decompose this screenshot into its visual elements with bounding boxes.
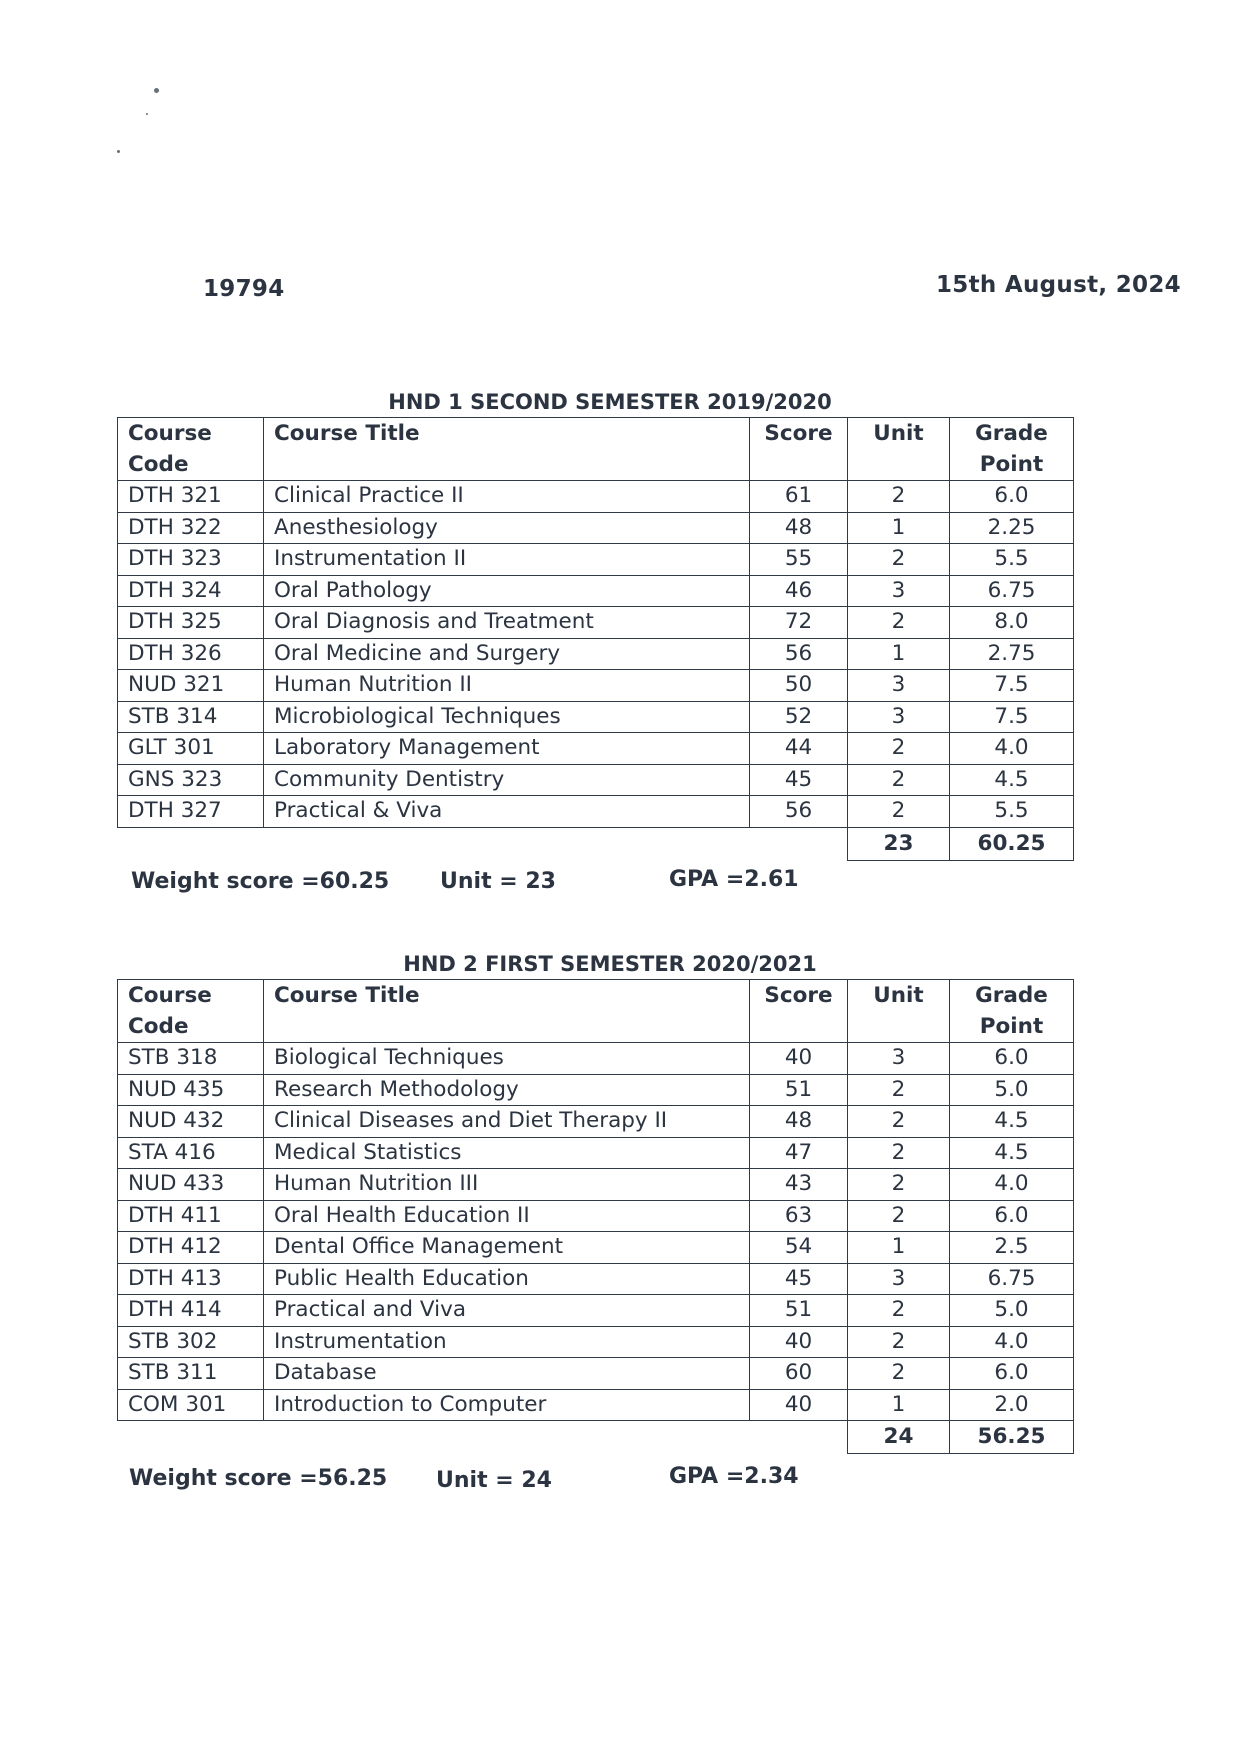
course-unit: 1 bbox=[848, 1389, 950, 1421]
course-title: Oral Health Education II bbox=[264, 1200, 750, 1232]
course-title: Instrumentation II bbox=[264, 544, 750, 576]
course-unit: 2 bbox=[848, 733, 950, 765]
course-score: 45 bbox=[750, 1263, 848, 1295]
course-code: STB 302 bbox=[118, 1326, 264, 1358]
course-code: DTH 322 bbox=[118, 512, 264, 544]
course-grade-point: 2.5 bbox=[950, 1232, 1074, 1264]
course-code: DTH 327 bbox=[118, 796, 264, 828]
course-title: Dental Office Management bbox=[264, 1232, 750, 1264]
course-unit: 3 bbox=[848, 1263, 950, 1295]
course-unit: 3 bbox=[848, 670, 950, 702]
course-score: 61 bbox=[750, 481, 848, 513]
course-grade-point: 2.25 bbox=[950, 512, 1074, 544]
total-unit: 23 bbox=[848, 827, 950, 860]
course-code: DTH 325 bbox=[118, 607, 264, 639]
course-code: GLT 301 bbox=[118, 733, 264, 765]
course-grade-point: 4.0 bbox=[950, 1169, 1074, 1201]
gpa-summary: GPA =2.34 bbox=[669, 1464, 799, 1489]
course-score: 47 bbox=[750, 1137, 848, 1169]
course-score: 51 bbox=[750, 1295, 848, 1327]
course-unit: 1 bbox=[848, 638, 950, 670]
course-title: Oral Pathology bbox=[264, 575, 750, 607]
course-grade-point: 6.0 bbox=[950, 1358, 1074, 1390]
scan-speck bbox=[117, 150, 120, 153]
course-title: Practical and Viva bbox=[264, 1295, 750, 1327]
table-row bbox=[118, 1263, 1074, 1295]
course-unit: 2 bbox=[848, 481, 950, 513]
course-title: Instrumentation bbox=[264, 1326, 750, 1358]
course-code: NUD 321 bbox=[118, 670, 264, 702]
semester-title: HND 1 SECOND SEMESTER 2019/2020 bbox=[388, 390, 832, 414]
course-score: 40 bbox=[750, 1326, 848, 1358]
course-code: STA 416 bbox=[118, 1137, 264, 1169]
course-title: Laboratory Management bbox=[264, 733, 750, 765]
table-row bbox=[118, 1295, 1074, 1327]
table-row bbox=[118, 481, 1074, 513]
course-unit: 3 bbox=[848, 575, 950, 607]
course-code: NUD 435 bbox=[118, 1074, 264, 1106]
course-title: Introduction to Computer bbox=[264, 1389, 750, 1421]
course-unit: 2 bbox=[848, 764, 950, 796]
course-grade-point: 5.0 bbox=[950, 1295, 1074, 1327]
course-score: 43 bbox=[750, 1169, 848, 1201]
column-header-title: Course Title bbox=[264, 418, 750, 481]
document-date: 15th August, 2024 bbox=[936, 272, 1181, 298]
course-code: DTH 411 bbox=[118, 1200, 264, 1232]
course-grade-point: 4.5 bbox=[950, 1106, 1074, 1138]
course-code: DTH 413 bbox=[118, 1263, 264, 1295]
course-score: 56 bbox=[750, 796, 848, 828]
course-grade-point: 5.5 bbox=[950, 544, 1074, 576]
column-header-grade-point: Grade Point bbox=[950, 980, 1074, 1043]
table-row bbox=[118, 1043, 1074, 1075]
course-grade-point: 5.0 bbox=[950, 1074, 1074, 1106]
course-code: COM 301 bbox=[118, 1389, 264, 1421]
table-row bbox=[118, 1169, 1074, 1201]
course-score: 50 bbox=[750, 670, 848, 702]
table-row bbox=[118, 1137, 1074, 1169]
column-header-code: Course Code bbox=[118, 980, 264, 1043]
table-header-row bbox=[118, 980, 1074, 1043]
course-score: 40 bbox=[750, 1043, 848, 1075]
course-grade-point: 6.75 bbox=[950, 575, 1074, 607]
course-code: DTH 412 bbox=[118, 1232, 264, 1264]
course-score: 46 bbox=[750, 575, 848, 607]
course-code: STB 311 bbox=[118, 1358, 264, 1390]
course-score: 44 bbox=[750, 733, 848, 765]
total-row bbox=[118, 827, 1074, 860]
course-score: 63 bbox=[750, 1200, 848, 1232]
course-score: 52 bbox=[750, 701, 848, 733]
course-grade-point: 8.0 bbox=[950, 607, 1074, 639]
course-score: 55 bbox=[750, 544, 848, 576]
course-grade-point: 6.0 bbox=[950, 1200, 1074, 1232]
table-row bbox=[118, 544, 1074, 576]
column-header-unit: Unit bbox=[848, 980, 950, 1043]
course-code: GNS 323 bbox=[118, 764, 264, 796]
table-row bbox=[118, 1106, 1074, 1138]
course-code: DTH 326 bbox=[118, 638, 264, 670]
course-code: STB 314 bbox=[118, 701, 264, 733]
course-unit: 2 bbox=[848, 1169, 950, 1201]
total-grade-point: 56.25 bbox=[950, 1421, 1074, 1454]
course-score: 72 bbox=[750, 607, 848, 639]
course-code: NUD 433 bbox=[118, 1169, 264, 1201]
course-unit: 2 bbox=[848, 796, 950, 828]
table-row bbox=[118, 1389, 1074, 1421]
results-table bbox=[117, 417, 1074, 861]
course-score: 48 bbox=[750, 512, 848, 544]
course-unit: 2 bbox=[848, 1295, 950, 1327]
course-title: Database bbox=[264, 1358, 750, 1390]
course-title: Medical Statistics bbox=[264, 1137, 750, 1169]
course-title: Community Dentistry bbox=[264, 764, 750, 796]
scan-speck bbox=[146, 113, 148, 115]
course-title: Public Health Education bbox=[264, 1263, 750, 1295]
table-body bbox=[118, 1043, 1074, 1421]
total-row bbox=[118, 1421, 1074, 1454]
table-row bbox=[118, 733, 1074, 765]
table-row bbox=[118, 1200, 1074, 1232]
course-title: Microbiological Techniques bbox=[264, 701, 750, 733]
table-row bbox=[118, 701, 1074, 733]
table-header-row bbox=[118, 418, 1074, 481]
course-grade-point: 4.0 bbox=[950, 733, 1074, 765]
course-title: Practical & Viva bbox=[264, 796, 750, 828]
course-score: 40 bbox=[750, 1389, 848, 1421]
course-code: STB 318 bbox=[118, 1043, 264, 1075]
table-row bbox=[118, 638, 1074, 670]
column-header-title: Course Title bbox=[264, 980, 750, 1043]
semester-title: HND 2 FIRST SEMESTER 2020/2021 bbox=[403, 952, 817, 976]
table-row bbox=[118, 670, 1074, 702]
total-grade-point: 60.25 bbox=[950, 827, 1074, 860]
course-code: NUD 432 bbox=[118, 1106, 264, 1138]
table-row bbox=[118, 1074, 1074, 1106]
course-grade-point: 2.75 bbox=[950, 638, 1074, 670]
reference-number: 19794 bbox=[203, 276, 285, 302]
table-body bbox=[118, 481, 1074, 828]
course-grade-point: 7.5 bbox=[950, 670, 1074, 702]
column-header-unit: Unit bbox=[848, 418, 950, 481]
course-code: DTH 321 bbox=[118, 481, 264, 513]
course-grade-point: 7.5 bbox=[950, 701, 1074, 733]
course-grade-point: 6.0 bbox=[950, 1043, 1074, 1075]
table-row bbox=[118, 512, 1074, 544]
course-unit: 2 bbox=[848, 1106, 950, 1138]
course-unit: 2 bbox=[848, 1200, 950, 1232]
unit-summary: Unit = 23 bbox=[440, 869, 556, 894]
course-title: Oral Diagnosis and Treatment bbox=[264, 607, 750, 639]
table-row bbox=[118, 1326, 1074, 1358]
course-score: 54 bbox=[750, 1232, 848, 1264]
course-grade-point: 4.0 bbox=[950, 1326, 1074, 1358]
gpa-summary: GPA =2.61 bbox=[669, 867, 799, 892]
course-unit: 2 bbox=[848, 607, 950, 639]
course-grade-point: 6.0 bbox=[950, 481, 1074, 513]
scan-speck bbox=[154, 88, 159, 93]
course-code: DTH 414 bbox=[118, 1295, 264, 1327]
table-row bbox=[118, 764, 1074, 796]
course-grade-point: 4.5 bbox=[950, 764, 1074, 796]
table-row bbox=[118, 575, 1074, 607]
column-header-score: Score bbox=[750, 980, 848, 1043]
semester-section bbox=[117, 950, 1073, 1454]
table-row bbox=[118, 1358, 1074, 1390]
course-unit: 1 bbox=[848, 512, 950, 544]
column-header-code: Course Code bbox=[118, 418, 264, 481]
course-title: Research Methodology bbox=[264, 1074, 750, 1106]
course-unit: 2 bbox=[848, 1074, 950, 1106]
weight-score: Weight score =56.25 bbox=[129, 1466, 388, 1491]
unit-summary: Unit = 24 bbox=[436, 1468, 552, 1493]
course-unit: 3 bbox=[848, 701, 950, 733]
course-title: Clinical Practice II bbox=[264, 481, 750, 513]
course-score: 48 bbox=[750, 1106, 848, 1138]
course-grade-point: 4.5 bbox=[950, 1137, 1074, 1169]
course-title: Oral Medicine and Surgery bbox=[264, 638, 750, 670]
column-header-grade-point: Grade Point bbox=[950, 418, 1074, 481]
table-row bbox=[118, 1232, 1074, 1264]
course-unit: 2 bbox=[848, 1326, 950, 1358]
results-table bbox=[117, 979, 1074, 1454]
total-unit: 24 bbox=[848, 1421, 950, 1454]
weight-score: Weight score =60.25 bbox=[131, 869, 390, 894]
course-grade-point: 2.0 bbox=[950, 1389, 1074, 1421]
course-title: Biological Techniques bbox=[264, 1043, 750, 1075]
course-unit: 2 bbox=[848, 1137, 950, 1169]
course-title: Human Nutrition II bbox=[264, 670, 750, 702]
course-score: 60 bbox=[750, 1358, 848, 1390]
course-title: Clinical Diseases and Diet Therapy II bbox=[264, 1106, 750, 1138]
semester-section bbox=[117, 388, 1073, 861]
course-unit: 3 bbox=[848, 1043, 950, 1075]
course-unit: 2 bbox=[848, 1358, 950, 1390]
course-code: DTH 323 bbox=[118, 544, 264, 576]
course-unit: 1 bbox=[848, 1232, 950, 1264]
course-code: DTH 324 bbox=[118, 575, 264, 607]
course-score: 56 bbox=[750, 638, 848, 670]
course-title: Human Nutrition III bbox=[264, 1169, 750, 1201]
course-score: 51 bbox=[750, 1074, 848, 1106]
course-grade-point: 5.5 bbox=[950, 796, 1074, 828]
table-row bbox=[118, 607, 1074, 639]
table-row bbox=[118, 796, 1074, 828]
course-grade-point: 6.75 bbox=[950, 1263, 1074, 1295]
course-unit: 2 bbox=[848, 544, 950, 576]
column-header-score: Score bbox=[750, 418, 848, 481]
course-score: 45 bbox=[750, 764, 848, 796]
course-title: Anesthesiology bbox=[264, 512, 750, 544]
